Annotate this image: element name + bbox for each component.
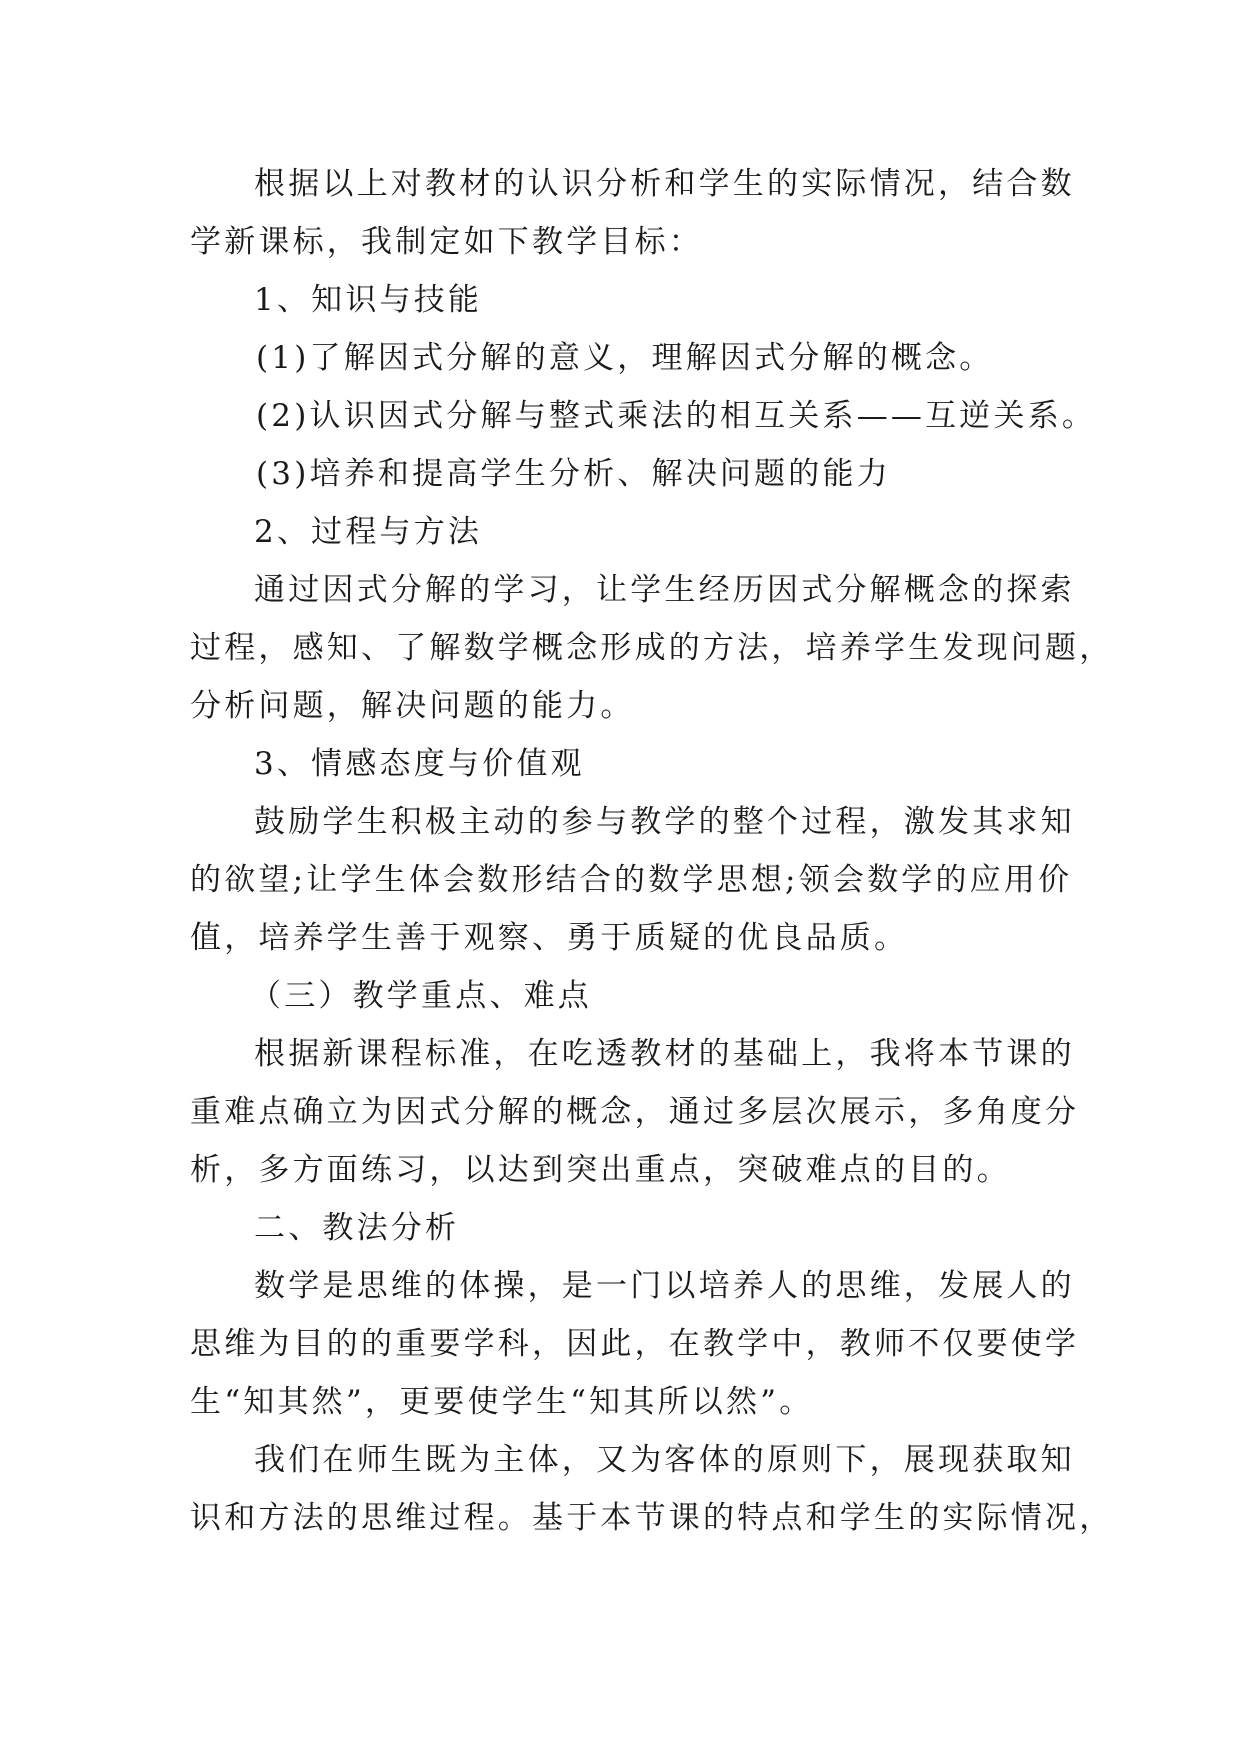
document-body <box>190 155 1114 1547</box>
section-heading: （三）教学重点、难点 <box>250 978 592 1014</box>
text-line: 析，多方面练习，以达到突出重点，突破难点的目的。 <box>190 1152 1011 1188</box>
text-line: 通过因式分解的学习，让学生经历因式分解概念的探索 <box>254 572 1075 608</box>
text-line: 重难点确立为因式分解的概念，通过多层次展示，多角度分 <box>190 1094 1080 1130</box>
text-line: 鼓励学生积极主动的参与教学的整个过程，激发其求知 <box>254 804 1075 840</box>
text-line: 我们在师生既为主体，又为客体的原则下，展现获取知 <box>254 1442 1075 1478</box>
list-item: (3)培养和提高学生分析、解决问题的能力 <box>256 456 891 492</box>
text-line: 识和方法的思维过程。基于本节课的特点和学生的实际情况， <box>190 1500 1114 1536</box>
text-line: 的欲望;让学生体会数形结合的数学思想;领会数学的应用价 <box>190 862 1073 898</box>
list-item: (1)了解因式分解的意义，理解因式分解的概念。 <box>256 340 994 376</box>
text-line: 过程，感知、了解数学概念形成的方法，培养学生发现问题， <box>190 630 1114 666</box>
text-line: 学新课标，我制定如下教学目标： <box>190 224 703 260</box>
text-line: 分析问题，解决问题的能力。 <box>190 688 635 724</box>
text-line: 数学是思维的体操，是一门以培养人的思维，发展人的 <box>254 1268 1075 1304</box>
section-heading: 1、知识与技能 <box>254 282 483 318</box>
section-heading: 2、过程与方法 <box>254 514 483 550</box>
text-line: 思维为目的的重要学科，因此，在教学中，教师不仅要使学 <box>190 1326 1080 1362</box>
text-line: 生“知其然”，更要使学生“知其所以然”。 <box>190 1384 814 1420</box>
text-line: 根据新课程标准，在吃透教材的基础上，我将本节课的 <box>254 1036 1075 1072</box>
text-line: 根据以上对教材的认识分析和学生的实际情况，结合数 <box>254 166 1075 202</box>
list-item: (2)认识因式分解与整式乘法的相互关系——互逆关系。 <box>256 398 1097 434</box>
text-line: 值，培养学生善于观察、勇于质疑的优良品质。 <box>190 920 909 956</box>
section-heading: 3、情感态度与价值观 <box>254 746 585 782</box>
section-heading: 二、教法分析 <box>254 1210 460 1246</box>
